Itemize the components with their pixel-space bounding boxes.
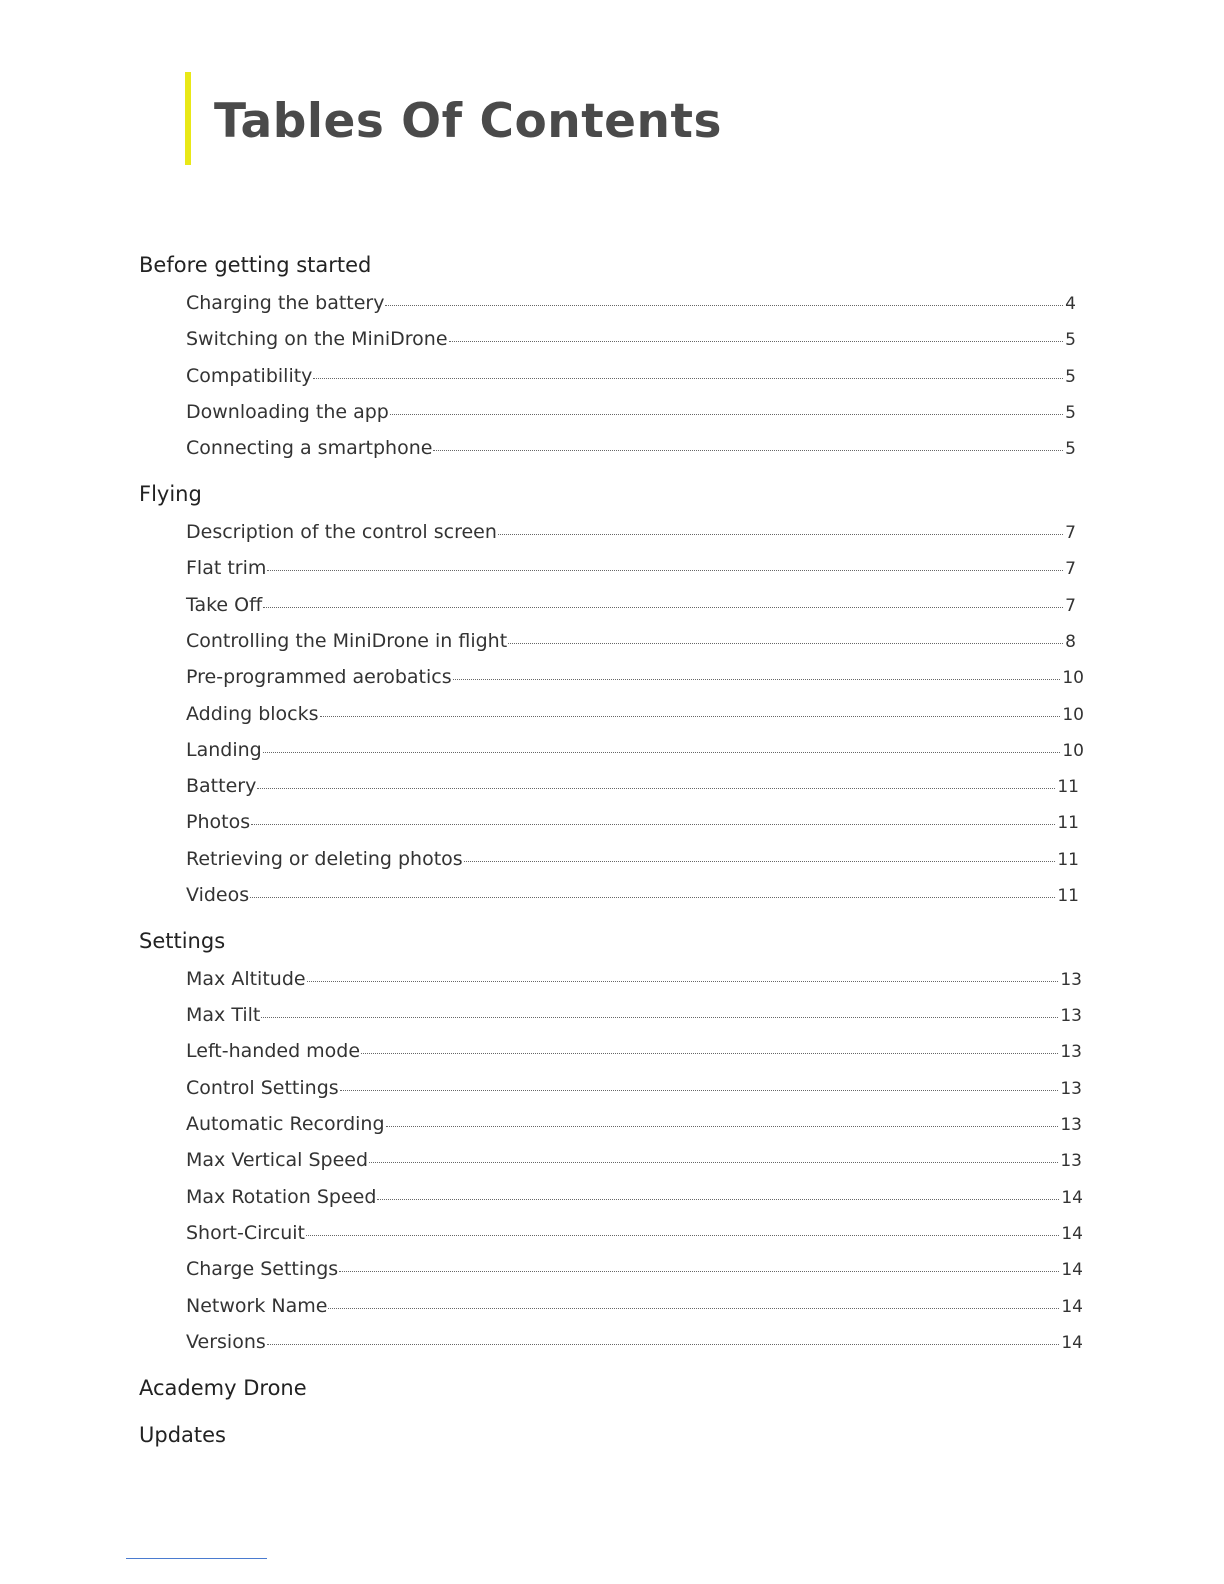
toc-entry-label: Pre-programmed aerobatics [186,666,452,688]
dot-leader [498,534,1063,535]
section-flying[interactable]: Flying [139,482,202,506]
toc-entry-label: Network Name [186,1295,328,1317]
toc-entry-page: 13 [1060,1042,1082,1062]
toc-entry[interactable] [186,594,1076,617]
toc-entry-label: Control Settings [186,1077,339,1099]
toc-entry-label: Description of the control screen [186,521,497,543]
toc-entry-label: Adding blocks [186,703,319,725]
toc-entry[interactable] [186,1222,1083,1245]
dot-leader [340,1090,1059,1091]
toc-entry[interactable] [186,292,1076,315]
page-title: Tables Of Contents [214,94,722,149]
toc-entry[interactable] [186,1295,1083,1318]
toc-entry-page: 13 [1060,1115,1082,1135]
toc-entry-page: 14 [1061,1188,1083,1208]
section-updates[interactable]: Updates [139,1423,226,1447]
toc-entry-page: 7 [1065,559,1076,579]
toc-entry-label: Switching on the MiniDrone [186,328,448,350]
toc-entry[interactable] [186,365,1076,388]
toc-entry-page: 11 [1057,777,1079,797]
toc-entry-page: 10 [1062,668,1084,688]
toc-entry-label: Max Rotation Speed [186,1186,377,1208]
toc-entry[interactable] [186,1258,1083,1281]
toc-entry-page: 13 [1060,1151,1082,1171]
toc-entry-label: Landing [186,739,262,761]
dot-leader [328,1308,1059,1309]
toc-entry-page: 11 [1057,813,1079,833]
section-academy-drone[interactable]: Academy Drone [139,1376,307,1400]
title-accent-bar [185,72,191,165]
toc-entry-page: 11 [1057,886,1079,906]
dot-leader [313,378,1063,379]
section-settings[interactable]: Settings [139,929,226,953]
toc-entry[interactable] [186,1186,1083,1209]
dot-leader [307,981,1059,982]
toc-entry-label: Left-handed mode [186,1040,361,1062]
dot-leader [390,414,1063,415]
toc-entry-label: Max Tilt [186,1004,261,1026]
toc-entry-page: 14 [1061,1224,1083,1244]
toc-entry-page: 8 [1065,632,1076,652]
toc-entry[interactable] [186,521,1076,544]
dot-leader [453,679,1061,680]
toc-entry-page: 10 [1062,705,1084,725]
dot-leader [369,1162,1058,1163]
dot-leader [261,1017,1058,1018]
toc-entry-label: Short-Circuit [186,1222,306,1244]
toc-entry-label: Compatibility [186,365,313,387]
dot-leader [377,1199,1059,1200]
toc-entry-page: 5 [1065,403,1076,423]
toc-entry[interactable] [186,401,1076,424]
toc-entry-page: 14 [1061,1260,1083,1280]
toc-entry-page: 5 [1065,330,1076,350]
dot-leader [263,607,1063,608]
dot-leader [263,752,1061,753]
toc-entry-label: Flat trim [186,557,267,579]
footer-rule [126,1558,267,1559]
toc-entry-page: 13 [1060,1079,1082,1099]
toc-entry-label: Charging the battery [186,292,385,314]
toc-entry-page: 13 [1060,1006,1082,1026]
toc-entry-page: 7 [1065,596,1076,616]
dot-leader [361,1053,1058,1054]
toc-entry-label: Connecting a smartphone [186,437,433,459]
dot-leader [508,643,1063,644]
dot-leader [385,305,1063,306]
toc-entry[interactable] [186,1040,1082,1063]
dot-leader [386,1126,1059,1127]
toc-entry[interactable] [186,775,1079,798]
toc-entry[interactable] [186,1149,1082,1172]
toc-entry-label: Take Off [186,594,263,616]
toc-entry-page: 13 [1060,970,1082,990]
toc-entry-page: 14 [1061,1297,1083,1317]
toc-entry[interactable] [186,884,1079,907]
toc-entry-label: Max Altitude [186,968,306,990]
toc-entry[interactable] [186,1331,1083,1354]
dot-leader [251,824,1055,825]
dot-leader [433,450,1063,451]
dot-leader [320,716,1061,717]
toc-entry[interactable] [186,666,1084,689]
toc-entry-label: Retrieving or deleting photos [186,848,463,870]
toc-entry[interactable] [186,739,1084,762]
toc-entry-page: 11 [1057,850,1079,870]
toc-entry-page: 5 [1065,367,1076,387]
toc-entry-label: Battery [186,775,257,797]
dot-leader [464,861,1056,862]
toc-entry-page: 10 [1062,741,1084,761]
section-before-getting-started[interactable]: Before getting started [139,253,372,277]
toc-entry-label: Versions [186,1331,266,1353]
toc-entry-label: Charge Settings [186,1258,339,1280]
toc-entry-label: Downloading the app [186,401,389,423]
toc-entry[interactable] [186,1004,1082,1027]
toc-entry[interactable] [186,1113,1082,1136]
dot-leader [306,1235,1059,1236]
toc-entry-page: 7 [1065,523,1076,543]
dot-leader [267,570,1063,571]
dot-leader [339,1271,1059,1272]
toc-entry[interactable] [186,437,1076,460]
toc-entry[interactable] [186,328,1076,351]
dot-leader [250,897,1055,898]
toc-entry-page: 14 [1061,1333,1083,1353]
toc-entry-page: 4 [1065,294,1076,314]
toc-entry[interactable] [186,811,1079,834]
toc-entry[interactable] [186,630,1076,653]
toc-entry-label: Max Vertical Speed [186,1149,369,1171]
toc-entry-page: 5 [1065,439,1076,459]
toc-entry[interactable] [186,848,1079,871]
toc-entry[interactable] [186,968,1082,991]
dot-leader [449,341,1064,342]
toc-entry[interactable] [186,1077,1082,1100]
dot-leader [257,788,1055,789]
toc-entry-label: Controlling the MiniDrone in flight [186,630,508,652]
toc-entry[interactable] [186,557,1076,580]
toc-entry-label: Photos [186,811,251,833]
toc-entry-label: Automatic Recording [186,1113,385,1135]
toc-entry[interactable] [186,703,1084,726]
dot-leader [267,1344,1060,1345]
toc-entry-label: Videos [186,884,250,906]
